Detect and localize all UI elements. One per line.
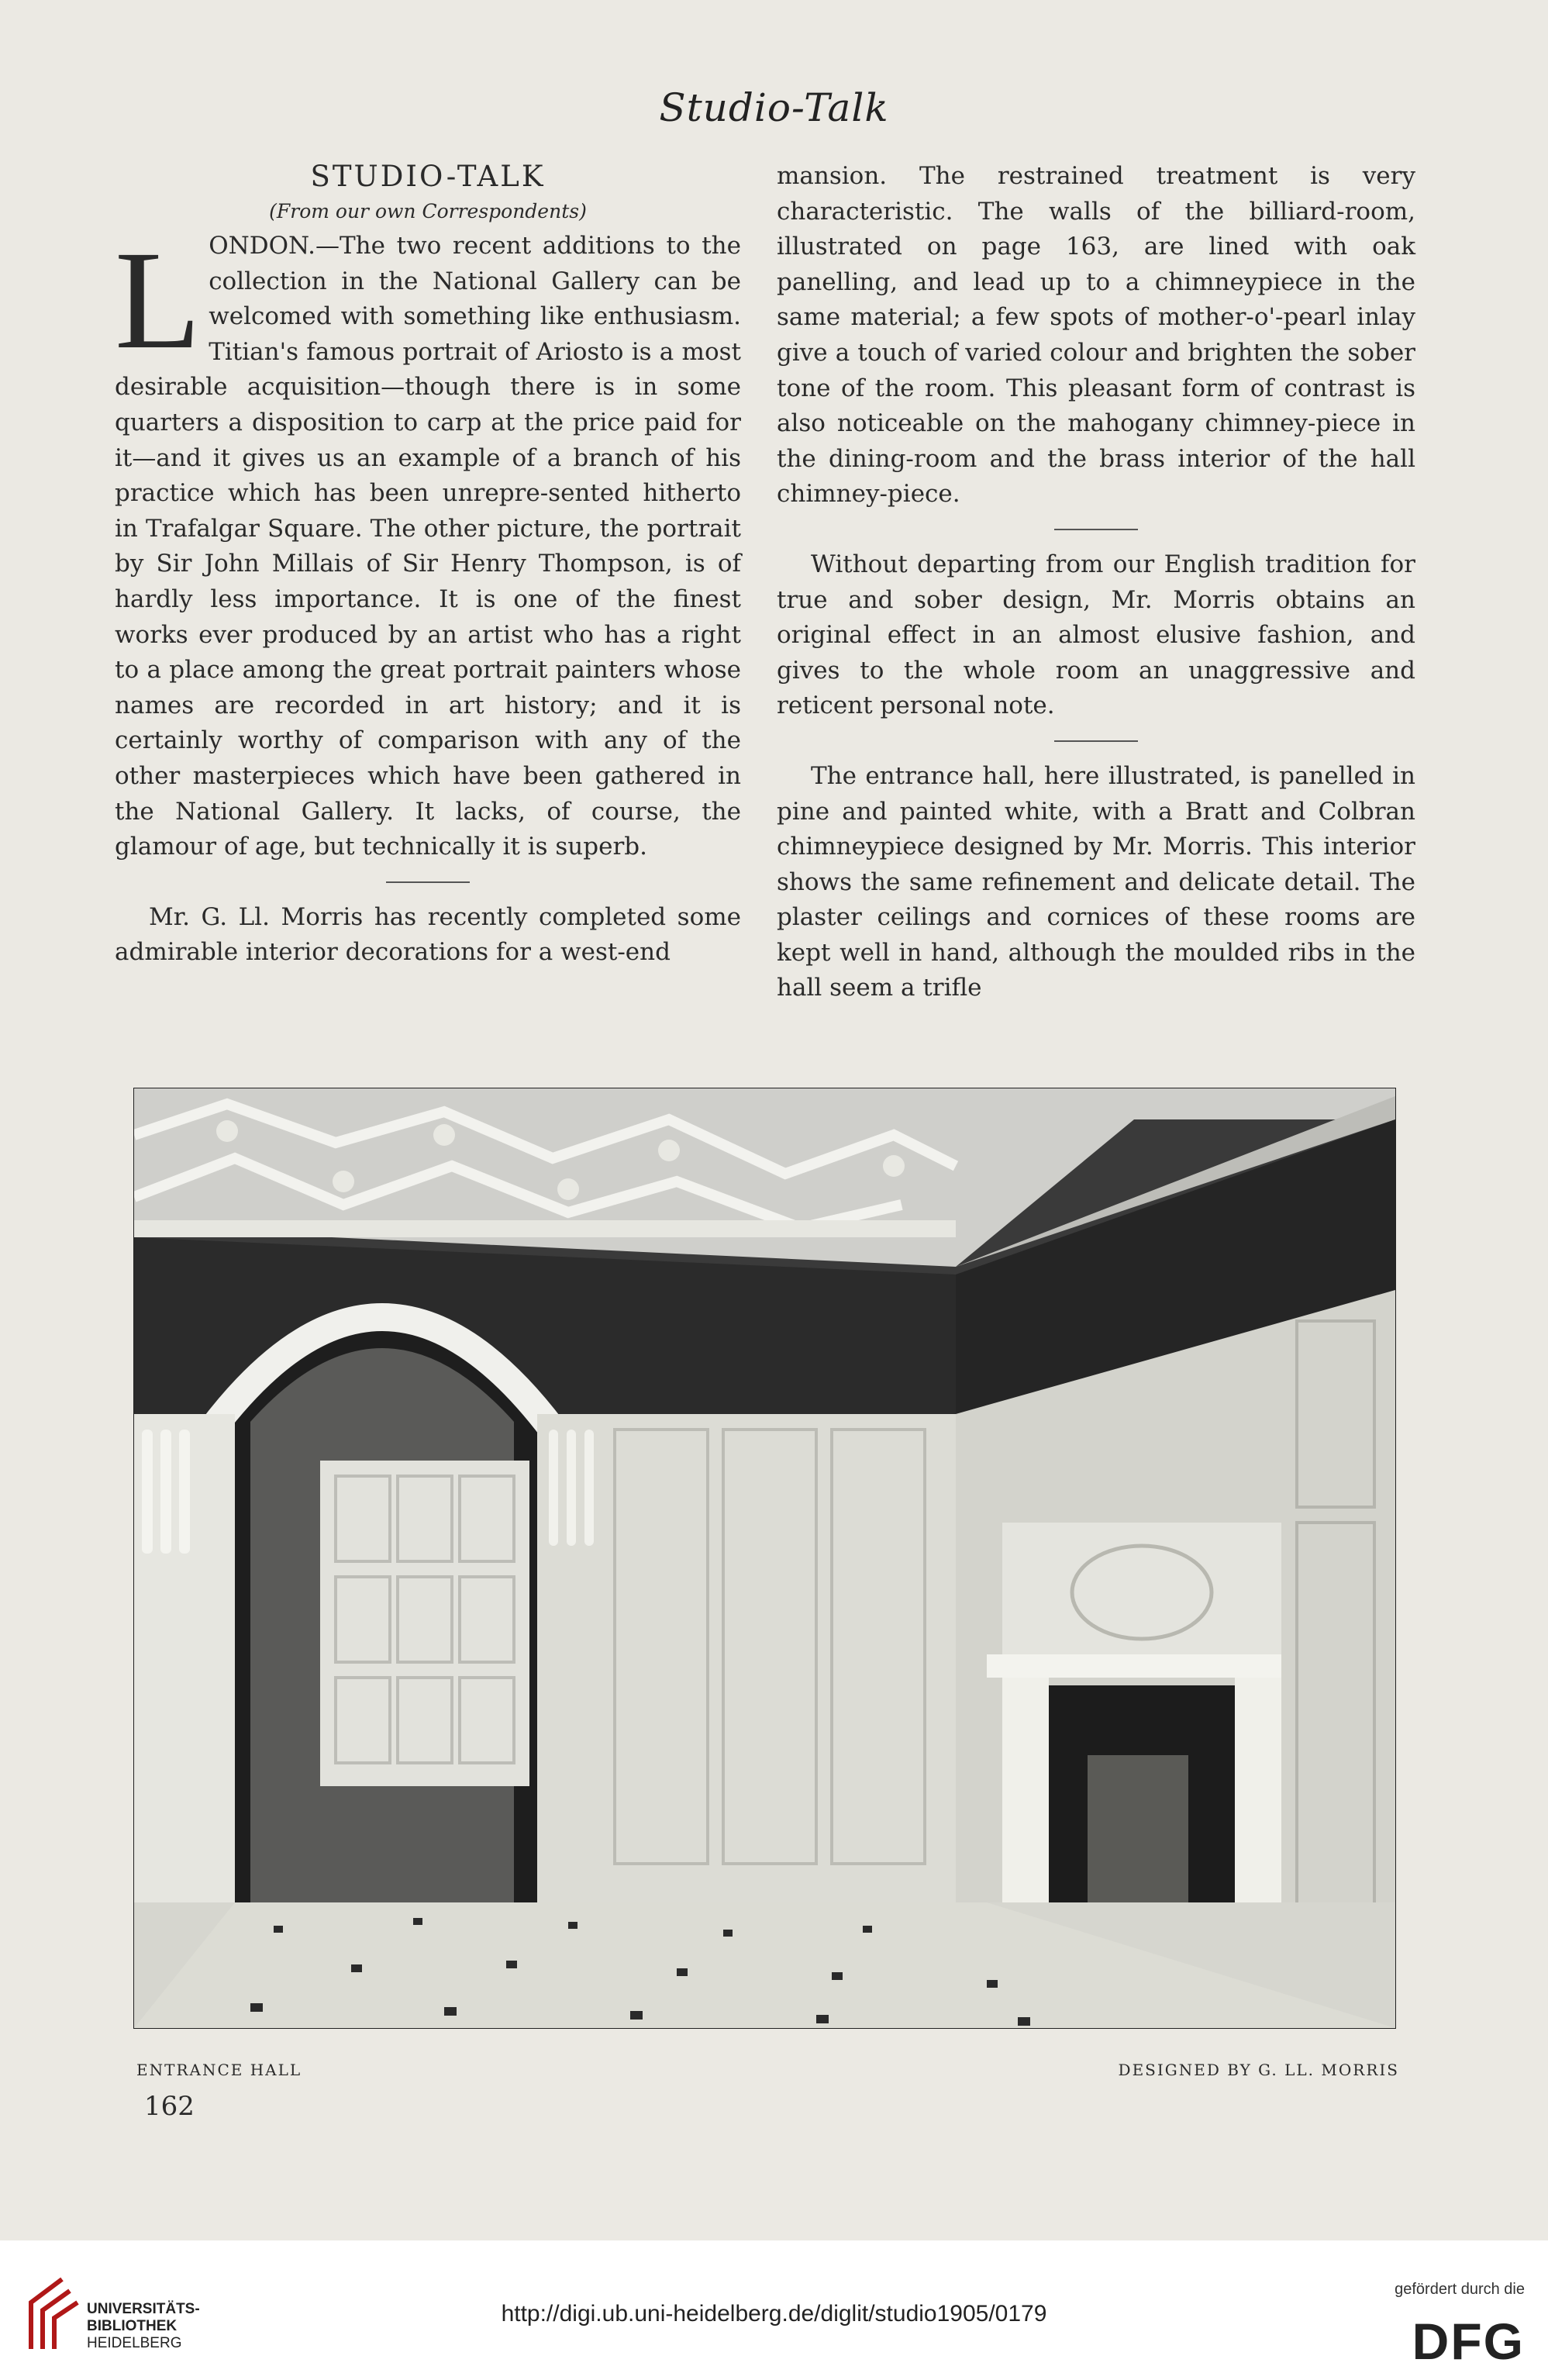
figure-caption-title: ENTRANCE HALL xyxy=(136,2061,302,2079)
library-name-line3: HEIDELBERG xyxy=(87,2335,182,2351)
section-rule xyxy=(386,881,470,883)
digitization-footer xyxy=(0,2240,1548,2380)
paragraph: The entrance hall, here illustrated, is panelled in pine and painted white, with a Bratt and Colbran chimneypiece designed by Mr. Morris. This interior shows the same refinement and delicate detail. The plaster ceilings and cornices of these rooms are kept well in hand, although the moulded ribs in the hall seem a trifle xyxy=(777,761,1415,1002)
section-subtitle: (From our own Correspondents) xyxy=(269,200,587,222)
paragraph: Mr. G. Ll. Morris has recently completed some admirable interior decorations for a west-end xyxy=(115,902,741,967)
source-url-link[interactable]: http://digi.ub.uni-heidelberg.de/diglit/studio1905/0179 xyxy=(501,2301,1047,2327)
section-rule xyxy=(1054,740,1138,742)
library-name-line1: UNIVERSITÄTS- xyxy=(87,2301,200,2317)
page-number: 162 xyxy=(144,2091,195,2122)
funding-label: gefördert durch die xyxy=(1395,2281,1525,2298)
paragraph: Without departing from our English tradition for true and sober design, Mr. Morris obtains an original effect in an almost elusive fashion, and gives to the whole room an unaggressive and reticent personal note. xyxy=(777,550,1415,720)
dfg-logo: DFG xyxy=(1412,2313,1525,2370)
library-name-line2: BIBLIOTHEK xyxy=(87,2318,178,2334)
paragraph: mansion. The restrained treatment is very characteristic. The walls of the billiard-room, illustrated on page 163, are lined with oak panelling, and lead up to a chimneypiece in the same material; a few spots of mother-o'-pearl inlay give a touch of varied colour and brighten the sober tone of the room. This pleasant form of contrast is also noticeable on the mahogany chimney-piece in the dining-room and the brass interior of the hall chimney-piece. xyxy=(777,162,1415,509)
drop-cap: L xyxy=(115,222,202,378)
paragraph: ONDON.—The two recent additions to the collection in the National Gallery can be welcomed with something like enthusiasm. Titian's famous portrait of Ariosto is a most desirable acquisition—though there is in some quarters a disposition to carp at the price paid for it—and it gives us an example of a branch of his practice which has been unrepre-sented hitherto in Trafalgar Square. The other picture, the portrait by Sir John Millais of Sir Henry Thompson, is of hardly less importance. It is one of the finest works ever produced by an artist who has a right to a place among the great portrait painters whose names are recorded in art history; and it is certainly worthy of comparison with any of the other masterpieces which have been gathered in the National Gallery. It lacks, of course, the glamour of age, but technically it is superb. xyxy=(115,232,741,861)
running-head: Studio-Talk xyxy=(659,85,889,130)
section-rule xyxy=(1054,529,1138,530)
left-column xyxy=(115,159,741,971)
section-title: STUDIO-TALK xyxy=(310,160,546,193)
figure-caption-credit: DESIGNED BY G. LL. MORRIS xyxy=(1118,2061,1399,2079)
right-column xyxy=(777,159,1415,1006)
entrance-hall-photograph xyxy=(133,1088,1396,2029)
opening-paragraph xyxy=(115,222,741,865)
